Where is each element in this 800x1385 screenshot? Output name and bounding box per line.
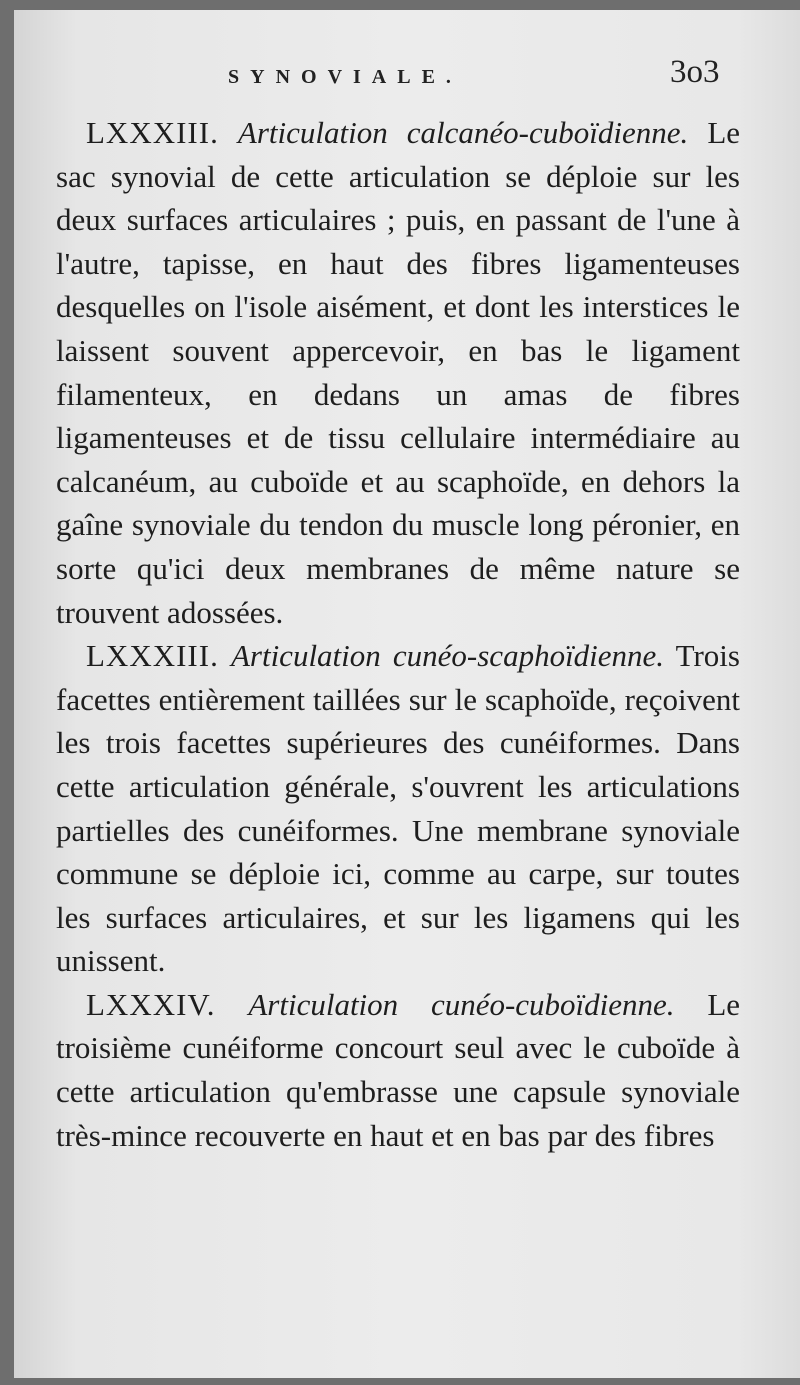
section-text: Le sac synovial de cette articulation se déploie sur les deux surfaces articulaires ; puis, en passant de l'une à l'autre, tapisse, en haut des fibres ligamenteuses desquelles on l'isole aisément, et dont les interstices le laissent souvent appercevoir, en bas le ligament filamenteux, en dedans un amas de fibres ligamenteuses et de tissu cellulaire intermédiaire au calcanéum, au cuboïde et au scaphoïde, en dehors la gaîne synoviale du tendon du muscle long péronier, en sorte qu'ici deux membranes de même nature se trouvent adossées. xyxy=(56,115,741,630)
body-text xyxy=(56,111,740,1157)
section-title: Articulation calcanéo-cuboïdienne. xyxy=(237,115,689,150)
page-header xyxy=(14,54,800,98)
section-title: Articulation cunéo-cuboïdienne. xyxy=(248,986,675,1022)
section-numeral: LXXXIV. xyxy=(86,986,216,1022)
section-numeral: LXXXIII. xyxy=(86,115,219,150)
section-text: Le troisième cunéiforme concourt seul avec le cuboïde à cette articulation qu'embrasse une capsule synoviale très-mince recouverte en haut et en bas par des fibres xyxy=(56,986,741,1153)
paragraph-lxxxiii-cuneo-scaphoidienne xyxy=(56,634,740,983)
page-number: 3o3 xyxy=(670,54,720,90)
running-head: SYNOVIALE. xyxy=(228,66,462,88)
paragraph-lxxxiv-cuneo-cuboidienne xyxy=(56,983,740,1157)
section-title: Articulation cunéo-scaphoïdienne. xyxy=(230,638,665,674)
paragraph-lxxxiii-calcaneo-cuboidienne xyxy=(56,111,740,634)
section-numeral: LXXXIII. xyxy=(86,638,219,674)
book-page xyxy=(14,10,800,1378)
section-text: Trois facettes entièrement taillées sur le scaphoïde, reçoivent les trois facettes supérieures des cunéiformes. Dans cette articulation générale, s'ouvrent les articulations partielles des cunéiformes. Une membrane synoviale commune se déploie ici, comme au carpe, sur toutes les surfaces articulaires, et sur les ligamens qui les unissent. xyxy=(56,638,740,979)
